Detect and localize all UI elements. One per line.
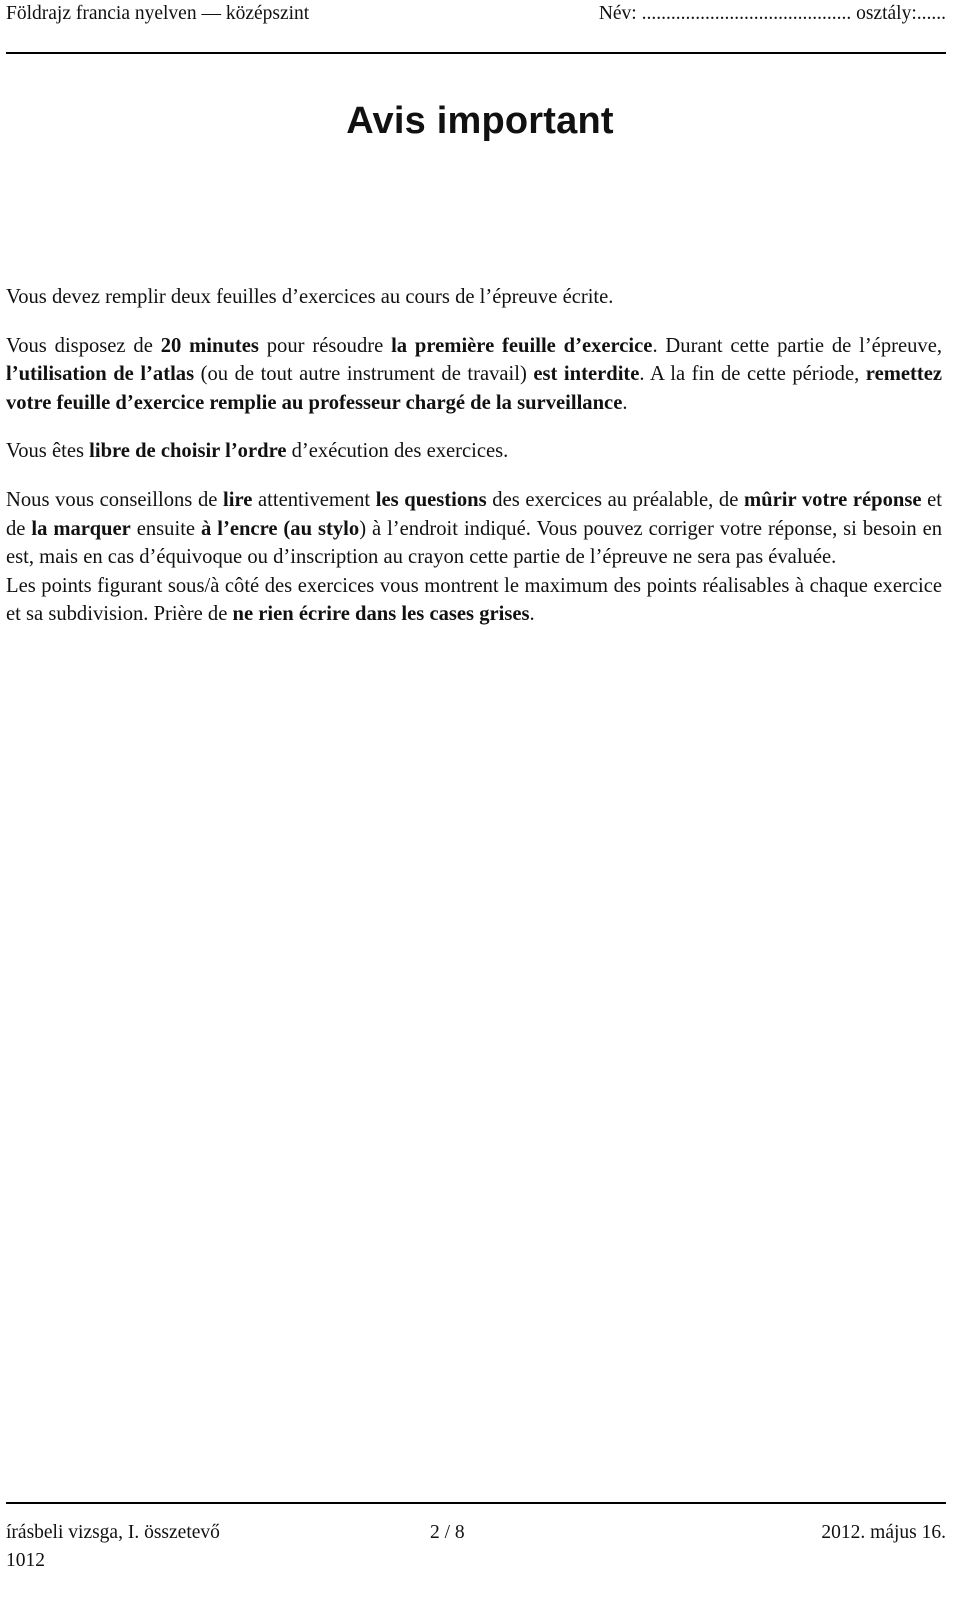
- paragraph-3: Vous êtes libre de choisir l’ordre d’exécution des exercices.: [6, 440, 509, 463]
- footer-code: 1012: [6, 1550, 45, 1571]
- footer-exam: írásbeli vizsga, I. összetevő: [6, 1522, 220, 1543]
- header-subject: Földrajz francia nyelven — középszint: [6, 3, 310, 24]
- page-title: Avis important: [346, 100, 614, 142]
- paragraph-4: Nous vous conseillons de lire attentivement les questions des exercices au préalable, de mûrir votre réponse et de la marquer ensuite à l’encre (au stylo) à l’endroit indiqué. Vous pouvez corriger votre réponse, si besoin en est, mais en cas d’équivoque ou d’inscription au crayon cette partie de l’épreuve ne sera pas évaluée.: [6, 488, 943, 569]
- header-name-class: Név: ........................................... osztály:......: [598, 3, 946, 24]
- footer-page-number: 2 / 8: [430, 1522, 465, 1543]
- paragraph-1: Vous devez remplir deux feuilles d’exercices au cours de l’épreuve écrite.: [6, 286, 614, 308]
- paragraph-2: Vous disposez de 20 minutes pour résoudre la première feuille d’exercice. Durant cette partie de l’épreuve, l’utilisation de l’atlas (ou de tout autre instrument de travail) est interdite. A la fin de cette période, remettez votre feuille d’exercice remplie au professeur chargé de la surveillance.: [6, 334, 943, 414]
- footer-date: 2012. május 16.: [821, 1522, 946, 1543]
- paragraph-5: Les points figurant sous/à côté des exercices vous montrent le maximum des points réalisables à chaque exercice et sa subdivision. Prière de ne rien écrire dans les cases grises.: [6, 574, 942, 626]
- page-footer: [6, 1502, 946, 1571]
- instructions-body: [6, 283, 942, 629]
- page-header: [6, 0, 946, 54]
